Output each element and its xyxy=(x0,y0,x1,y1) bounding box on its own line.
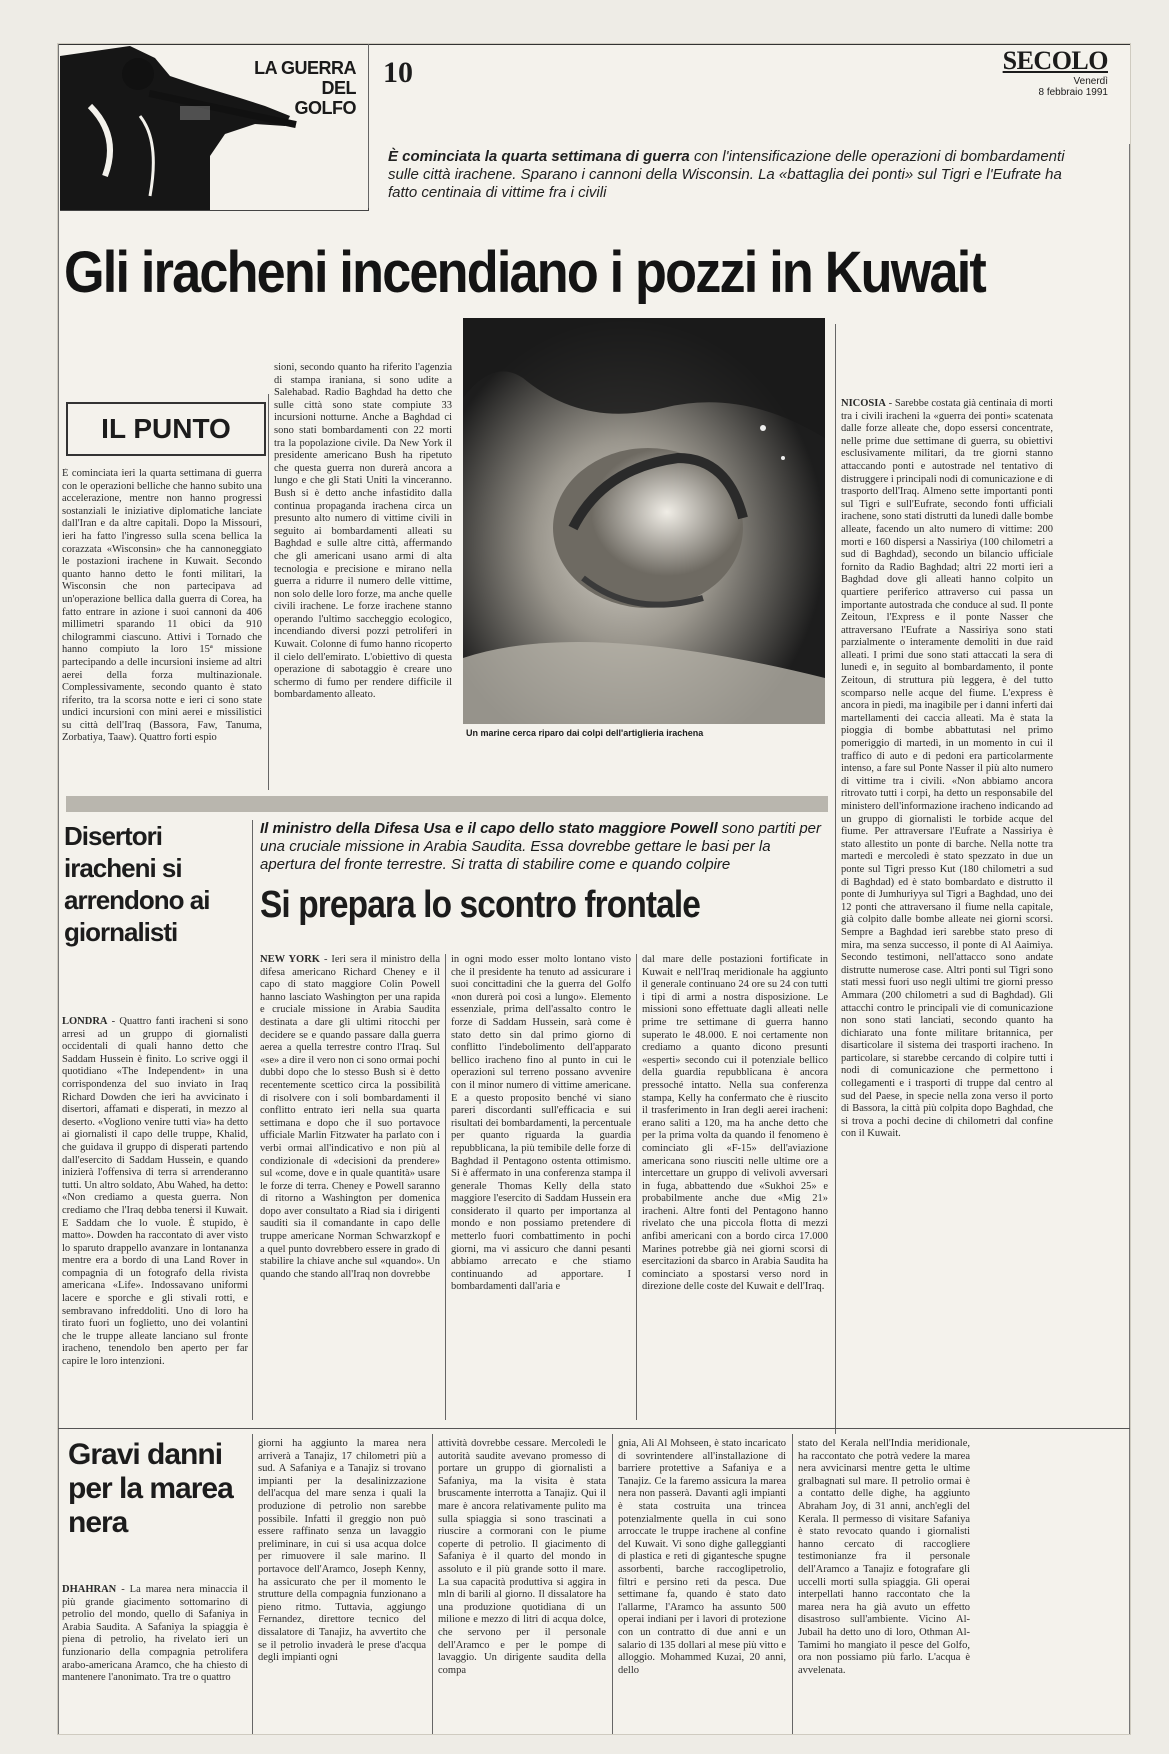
marine-photo-icon xyxy=(463,318,825,724)
gravi-text2: giorni ha aggiunto la marea nera arriverà a Tanajiz, 17 chilometri più a sud. A Safaniya e a Tanajiz si trovano impianti per la desalinizzazione dell'acqua del mare senza i quali la produzione di petrolio non sarebbe possibile. Infatti il greggio non può essere raffinato senza un lavaggio preliminare, in cui si usa acqua dolce per rimuovere il sale marino. Il portavoce dell'Aramco, Joseph Kenny, ha assicurato che per il momento le strutture della compagnia funzionano a pieno ritmo. Tuttavia, aggiungo Fernandez, direttore tecnico del dissalatore di Tanajiz, ha avvertito che se il petrolio invaderà le prese d'acqua degli impianti ogni xyxy=(258,1438,426,1664)
scontro-subtitle-rest: sono partiti per una cruciale missione in Arabia Saudita. Essa dovrebbe gettare le basi per la apertura del fronte terrestre. Si tratta di stabilire come e quando colpire xyxy=(260,820,822,873)
section-logo xyxy=(60,46,369,211)
marine-photo xyxy=(463,318,825,724)
scontro-headline: Si prepara lo scontro frontale xyxy=(260,884,700,926)
col-divider xyxy=(268,394,269,790)
nicosia-article: NICOSIA - Sarebbe costata già centinaia di morti tra i civili iracheni la «guerra dei ponti» scatenata dalle forze alleate che, dopo essersi concentrate, nelle prime due settimane di guerra, su obiettivi esclusivamente militari, da tre giorni stanno attaccando ponti e autostrade nel tentativo di distruggere i principali nodi di comunicazione e di trasporto dell'Iraq. Almeno sette importanti ponti sul Tigri e sull'Eufrate, secondo fonti ufficiali irachene, sono stati distrutti da lunedì dalle bombe alleate, facendo un alto numero di vittime: 200 morti e 160 dispersi a Nassiriya (100 chilometri a sud di Baghdad), secondo un bilancio ufficiale fornito da Radio Baghdad; altri 22 morti ieri a Baghdad dove gli alleati hanno colpito un quartiere periferico attraverso cui passa un importante autostrada che conduce al sud. Il ponte Zeitoun, l'Express e il ponte Nasser che attraversano l'Eufrate a Nassiriya sono stati parzialmente o interamente demoliti in due raid alleati. I primi due sono stati attaccati la sera di lunedì e, in seguito al bombardamento, il ponte Zeitoun, di struttura più leggera, è del tutto scomparso nelle acque del fiume. L'express è ancora in piedi, ma inagibile per i danni inferti dai martellamenti dei caccia alleati. Ma è stata la pioggia di bombe abbattutasi nel primo pomeriggio di martedì, in un momento in cui il traffico di auto e di pedoni era particolarmente intenso, a fare sul Ponte Nasser il più alto numero di vittime tra i civili. «Non abbiamo ancora ritrovato tutti i corpi, ha detto un responsabile del ministero dell'informazione iracheno indicando ad un gruppo di giornalisti le torbide acque del fiume. Per attraversare l'Eufrate a Nassiriya è stato allestito un ponte di barche. Nella notte tra martedì e mercoledì è stato spezzato in due un ponte sul Tigri presso Kut (180 chilometri a sud di Baghdad) ed è stato bombardato e distrutto il ponte di Jumhuriyya sul Tigri a Baghdad, uno dei 12 ponti che attraversano il fiume nella capitale, già colpito dalle bombe alleate nei giorni scorsi. Sempre a Baghdad ieri sarebbe stato preso di mira, ma senza successo, il ponte di Al Aaimiya. Secondo testimoni, nell'attacco sono andate distrutte numerose case. Altri ponti sul Tigri sono stati messi fuori uso negli ultimi tre giorni presso Ammara (200 chilometri a sud di Baghdad). Gli attacchi contro le principali vie di comunicazione non sono stati lanciati, secondo quanto ha dichiarato una fonte militare britannica, per disarticolare il sistema dei trasporti iracheno. In particolare, si starebbe cercando di colpire tutti i nodi di comunicazione che permettono i collegamenti e i trasporti di truppe dal centro al sud del Paese, in specie nella zona verso il porto di Bassora, la città più colpita dopo Baghdad, che si trova a pochi decine di chilometri dal confine con il Kuwait. xyxy=(841,398,1053,1140)
scontro-col2 xyxy=(451,954,631,1420)
scontro-col3 xyxy=(642,954,828,1420)
left-border xyxy=(58,44,59,1734)
scontro-article: NEW YORK - Ieri sera il ministro della difesa americano Richard Cheney e il capo di stato maggiore Colin Powell hanno lasciato Washington per una rapida e cruciale missione in Arabia Saudita destinata a dare gli ultimi ritocchi per decidere se e quando passare dalla guerra aerea a quella terrestre contro l'Iraq. Sul «se» a dire il vero non ci sono ormai pochi dubbi dopo che lo stesso Bush si è detto recentemente scettico circa la possibilità di risolvere con i soli bombardamenti il conflitto entrato ieri nella sua quarta settimana e dopo che il suo portavoce ufficiale Marlin Fitzwater ha parlato con i verbi ormai all'indicativo e non più al condizionale di «decisioni da prendere» sul «come, dove e in quale quantità» usare le forze di terra. Cheney e Powell saranno di ritorno a Washington per domenica dopo aver consultato a Riad sia i dirigenti sauditi sia il comandante in capo delle truppe americane Norman Schwarzkopf e a quel punto dovrebbero essere in grado di stabilire la chiave anche sul «quando». Un quando che stando all'Iraq non dovrebbe xyxy=(260,954,440,1280)
section-label-line2: DEL xyxy=(321,78,356,98)
section-divider xyxy=(58,1428,1130,1429)
col-divider xyxy=(612,1434,613,1734)
il-punto-box xyxy=(66,402,266,456)
gravi-dateline: DHAHRAN xyxy=(62,1584,117,1595)
col-divider xyxy=(432,1434,433,1734)
gravi-article: DHAHRAN - La marea nera minaccia il più grande giacimento sottomarino di petrolio del mondo, quello di Safaniya in Arabia Saudita. A Safaniya la spiaggia è piena di petrolio, ha rivelato ieri un funzionario della compagnia petrolifera arabo-americana Aramco, che ha chiesto di mantenere l'anonimato. Tra tre o quattro xyxy=(62,1584,248,1684)
gravi-headline: Gravi danni per la marea nera xyxy=(68,1438,233,1539)
newspaper-page xyxy=(58,44,1130,1734)
masthead xyxy=(1003,46,1108,98)
gravi-text3: attività dovrebbe cessare. Mercoledì le autorità saudite avevano promesso di portare un gruppo di giornalisti a Safaniya, ma la visita è stata bruscamente interrotta a Tanajiz. Qui il mare è ancora relativamente pulito ma sulla spiaggia si sono trascinati a riuscire a cormorani con le piume coperte di petrolio. Il giacimento di Safaniya è il quarto del mondo in assoluto e il più grande sotto il mare. La sua capacità produttiva si aggira in mln di barili al giorno. Il dissalatore ha una produzione quotidiana di un milione e mezzo di litri di acqua dolce, che servono per il personale dell'Aramco e per le pompe di lavaggio. Un dirigente saudita della compa xyxy=(438,1438,606,1676)
section-label-line1: LA GUERRA xyxy=(254,58,356,78)
col-divider xyxy=(835,324,836,1434)
lead-subtitle-rest: con l'intensificazione delle operazioni di bombardamenti sulle città irachene. Sparano i cannoni della Wisconsin. La «battaglia dei ponti» sul Tigri e l'Eufrate ha fatto centinaia di vittime fra i civili xyxy=(388,148,1065,201)
col-divider xyxy=(252,1434,253,1734)
gravi-col3 xyxy=(438,1438,606,1730)
scontro-col1 xyxy=(260,954,440,1420)
il-punto-col1 xyxy=(62,468,262,790)
right-border xyxy=(1129,144,1130,1734)
section-label-line3: GOLFO xyxy=(294,98,356,118)
lead-subtitle xyxy=(388,148,1078,202)
scontro-subtitle xyxy=(260,820,826,874)
il-punto-text2: sioni, secondo quanto ha riferito l'agenzia di stampa iraniana, si sono udite a Salehabad. Radio Baghdad ha detto che sulle città sono state compiute 33 incursioni notturne. Anche a Baghdad ci sono stati bombardamenti con 22 morti tra la popolazione civile. Da New York il presidente americano Bush ha ripetuto che questa guerra non durerà ancora a lungo e che gli Stati Uniti la vinceranno. Bush si è detto anche infastidito dalla continua propaganda irachena circa un presunto alto numero di vittime civili in seguito ai bombardamenti alleati su Baghdad e sulle altre città, affermando che gli americani usano armi di alta tecnologia e precisione e mirano nella guerra a ridurre il numero delle vittime, non solo delle loro forze, ma anche quelle civili irachene. Le forze irachene stanno operando l'ultimo saccheggio ecologico, incendiando diversi pozzi petroliferi in Kuwait. Colonne di fumo hanno ricoperto il cielo dell'emirato. L'obiettivo di questa operazione di sabotaggio è creare uno schermo di fumo per rendere difficile il bombardamento alleato. xyxy=(274,362,452,701)
col-divider xyxy=(636,954,637,1420)
header-divider xyxy=(368,44,369,208)
il-punto-title: IL PUNTO xyxy=(101,413,231,444)
nicosia-dateline: NICOSIA xyxy=(841,398,886,409)
page-number: 10 xyxy=(383,56,413,89)
disertori-text: Quattro fanti iracheni si sono arresi ad un gruppo di giornalisti occidentali di quali hanno detto che Saddam Hussein è finito. Lo scrive oggi il quotidiano «The Independent» in una corrispondenza del suo inviato in Iraq Richard Dowden che ieri ha avvicinato i disertori, affamati e disperati, in mezzo al deserto. «Vogliono venire tutti via» ha detto ai giornalisti il capo delle truppe, Khalid, che guidava il gruppo di disperati partendo dall'esercito di Saddam Hussein, e quando inizierà l'offensiva di terra si arrenderanno tutti. Un altro soldato, Abu Wahed, ha detto: «Non crediamo a questa guerra. Non crediamo che l'Iraq debba tenersi il Kuwait. E Saddam che lo vuole. È stupido, è matto». Dowden ha raccontato di aver visto lo sparuto drappello avanzare in lontananza mentre era a bordo di una Land Rover in compagnia di un fotografo della rivista americana «Life». Indossavano uniformi lacere e sporche e gli stivali rotti, e sembravano infreddoliti. Uno di loro ha tirato fuori un foglietto, uno dei volantini che le truppe alleate lanciano sul fronte iracheno, tenendolo ben aperto per far capire le loro intenzioni. xyxy=(62,1016,248,1368)
section-divider-band xyxy=(66,796,828,812)
il-punto-text1: È cominciata ieri la quarta settimana di guerra con le operazioni belliche che hanno subito una accelerazione, mentre non hanno progressi sostanziali le iniziative diplomatiche lanciate dall'Iran e da altre capitali. Dopo la Missouri, ieri ha fatto l'ingresso sulla scena bellica la corazzata «Wisconsin» che ha cannoneggiato le postazioni irachene in Kuwait. Secondo quanto hanno detto le fonti militari, la Wisconsin che non partecipava ad un'operazione bellica dalla guerra di Corea, ha fatto entrare in azione i suoi cannoni da 406 millimetri sparando 11 obici da 910 chilogrammi ciascuno. Attivi i Tornado che hanno compiuto la loro 15ª missione partecipando a delle incursioni insieme ad altri aerei della forza multinazionale. Complessivamente, secondo quanto è stato riferito, tra la scorsa notte e ieri ci sono state undici incursioni con mini aerei e missilistici su città dell'Iraq (Bassora, Faw, Tanuma, Zorbatiya, Taaw). Quattro forti espio xyxy=(62,468,262,744)
gravi-col1 xyxy=(62,1584,248,1730)
col-divider xyxy=(792,1434,793,1734)
date-weekday: Venerdì xyxy=(1073,76,1108,87)
scontro-dateline: NEW YORK xyxy=(260,954,320,965)
scontro-text1: Ieri sera il ministro della difesa americano Richard Cheney e il capo di stato maggiore Colin Powell hanno lasciato Washington per una rapida e cruciale missione in Arabia Saudita destinata a dare gli ultimi ritocchi per decidere se e quando passare dalla guerra aerea a quella terrestre contro l'Iraq. Sul «se» a dire il vero non ci sono ormai pochi dubbi dopo che lo stesso Bush si è detto recentemente scettico circa la possibilità di risolvere con i soli bombardamenti il conflitto entrato ieri nella sua quarta settimana e dopo che il suo portavoce ufficiale Marlin Fitzwater ha parlato con i verbi ormai all'indicativo e non più al condizionale di «decisioni da prendere» sul «come, dove e in quale quantità» usare le forze di terra. Cheney e Powell saranno di ritorno a Washington per domenica dopo aver consultato a Riad sia i dirigenti sauditi sia il comandante in capo delle truppe americane Norman Schwarzkopf e a quel punto dovrebbero essere in grado di stabilire la chiave anche sul «quando». Un quando che stando all'Iraq non dovrebbe xyxy=(260,954,440,1280)
date-full: 8 febbraio 1991 xyxy=(1038,87,1108,98)
col-divider xyxy=(252,820,253,1420)
gravi-col5 xyxy=(798,1438,970,1730)
scontro-text3: dal mare delle postazioni fortificate in Kuwait e nell'Iraq meridionale ha aggiunto il generale continuano 24 ore su 24 con tutti i tipi di armi a nostra disposizione. Le missioni sono effettuate dagli alleati nelle prime tre settimane di guerra hanno superato le 48.000. E noi certamente non crediamo a quanto dicono presunti «esperti» secondo cui il potenziale bellico della guardia repubblicana è ancora pressoché intatto. Nella sua conferenza stampa, Kelly ha confermato che è riuscito il trasferimento in Iran degli aerei iracheni: erano saliti a 120, ma ha anche detto che per la prima volta da quando il fenomeno è cominciato gli «F-15» dell'aviazione americana sono riusciti nelle ultime ore a intercettare un gruppo di velivoli avversari in fuga, abbattendo due «Sukhoi 25» e probabilmente anche due «Mig 21» iracheni. Altre fonti del Pentagono hanno rivelato che una piccola flotta di mezzi anfibi americani con a bordo circa 17.000 Marines potrebbe già nei giorni scorsi di esercitazioni da sbarco in Arabia Saudita ha cominciato a spostarsi verso nord in direzione delle coste del Kuwait e dell'Iraq. xyxy=(642,954,828,1293)
photo-caption: Un marine cerca riparo dai colpi dell'artiglieria irachena xyxy=(466,728,704,738)
gravi-col2 xyxy=(258,1438,426,1730)
gravi-col4 xyxy=(618,1438,786,1730)
gravi-text5: stato del Kerala nell'India meridionale, ha raccontato che potrà vedere la marea nera avvicinarsi mentre getta le ultime gralbagnati sul mare. Il petrolio ormai è a contatto delle dighe, ha aggiunto Abraham Joy, di 31 anni, anch'egli del Kerala. Il permesso di visitare Safaniya è stato revocato quando i giornalisti hanno cercato di raccogliere testimonianze fra il personale dell'Aramco a Tanajiz e fotografare gli uccelli morti sulla spiaggia. Gli operai interpellati hanno raccontato che la marea nera ha già avuto un effetto disastroso sull'ambiente. Vicino Al-Jubail ha detto uno di loro, Othman Al-Tamimi ho mangiato il pesce del Golfo, ora non possiamo più farlo. L'acqua è avvelenata. xyxy=(798,1438,970,1676)
disertori-article: LONDRA - Quattro fanti iracheni si sono arresi ad un gruppo di giornalisti occidentali di quali hanno detto che Saddam Hussein è finito. Lo scrive oggi il quotidiano «The Independent» in una corrispondenza del suo inviato in Iraq Richard Dowden che ieri ha avvicinato i disertori, affamati e disperati, in mezzo al deserto. «Vogliono venire tutti via» ha detto ai giornalisti il capo delle truppe, Khalid, che guidava il gruppo di disperati partendo dall'esercito di Saddam Hussein, e quando inizierà l'offensiva di terra si arrenderanno tutti. Un altro soldato, Abu Wahed, ha detto: «Non crediamo a questa guerra. Non crediamo che l'Iraq debba tenersi il Kuwait. E Saddam che lo vuole. È stupido, è matto». Dowden ha raccontato di aver visto lo sparuto drappello avanzare in lontananza mentre era a bordo di una Land Rover in compagnia di un fotografo della rivista americana «Life». Indossavano uniformi lacere e sporche e gli stivali rotti, e sembravano infreddoliti. Uno di loro ha tirato fuori un foglietto, uno dei volantini che le truppe alleate lanciano sul fronte iracheno, tenendolo ben aperto per far capire le loro intenzioni. xyxy=(62,1016,248,1368)
disertori-col xyxy=(62,1016,248,1418)
main-headline: Gli iracheni incendiano i pozzi in Kuwait xyxy=(64,240,986,305)
col-divider xyxy=(445,954,446,1420)
scontro-subtitle-bold: Il ministro della Difesa Usa e il capo dello stato maggiore Powell xyxy=(260,820,718,837)
disertori-dateline: LONDRA xyxy=(62,1016,108,1027)
nicosia-col xyxy=(841,398,1053,1434)
disertori-headline: Disertori iracheni si arrendono ai giornalisti xyxy=(64,821,210,947)
il-punto-col2 xyxy=(274,362,452,790)
lead-subtitle-bold: È cominciata la quarta settimana di guerra xyxy=(388,148,690,165)
top-border xyxy=(58,44,1130,45)
newspaper-name: SECOLO xyxy=(1002,46,1108,75)
gravi-text4: gnia, Ali Al Mohseen, è stato incaricato di sovrintendere all'installazione di barriere protettive a Safaniya e a Tanajiz. Ce la faremo assicura la marea nera non passerà. Davanti agli impianti è stata costruita una trincea potenzialmente quella in cui sono arroccate le truppe irachene al confine del Kuwait. Vi sono dighe galleggianti di plastica e reti di gigantesche spugne assorbenti, barche raccoglipetrolio, filtri e persino reti da pesca. Due settimane fa, quando è stato dato l'allarme, l'Aramco ha assunto 500 operai indiani per i lavori di protezione con un contratto di due anni e un salario di 135 dollari al mese più vitto e alloggio. Mohammed Kuzai, 20 anni, dello xyxy=(618,1438,786,1676)
nicosia-text: Sarebbe costata già centinaia di morti tra i civili iracheni la «guerra dei ponti» scatenata dalle forze alleate che, dopo essersi concentrate, nelle prime due settimane di guerra, su obiettivi esclusivamente militari, da tre giorni stanno attaccando ponti e autostrade nel tentativo di distruggere i principali nodi di comunicazione e di trasporto dell'Iraq. Almeno sette importanti ponti sul Tigri e sull'Eufrate, secondo fonti ufficiali irachene, sono stati distrutti da lunedì dalle bombe alleate, facendo un alto numero di vittime: 200 morti e 160 dispersi a Nassiriya (100 chilometri a sud di Baghdad), secondo un bilancio ufficiale fornito da Radio Baghdad; altri 22 morti ieri a Baghdad dove gli alleati hanno colpito un quartiere periferico attraverso cui passa un importante autostrada che conduce al sud. Il ponte Zeitoun, l'Express e il ponte Nasser che attraversano l'Eufrate a Nassiriya sono stati parzialmente o interamente demoliti in due raid alleati. I primi due sono stati attaccati la sera di lunedì e, in seguito al bombardamento, il ponte Zeitoun, di struttura più leggera, è del tutto scomparso nelle acque del fiume. L'express è ancora in piedi, ma inagibile per i danni inferti dai martellamenti dei caccia alleati. Ma è stata la pioggia di bombe abbattutasi nel primo pomeriggio di martedì, in un momento in cui il traffico di auto e di pedoni era particolarmente intenso, a fare sul Ponte Nasser il più alto numero di vittime tra i civili. «Non abbiamo ancora ritrovato tutti i corpi, ha detto un responsabile del ministero dell'informazione iracheno indicando ad un gruppo di giornalisti le torbide acque del fiume. Per attraversare l'Eufrate a Nassiriya è stato allestito un ponte di barche. Nella notte tra martedì e mercoledì è stato spezzato in due un ponte sul Tigri presso Kut (180 chilometri a sud di Baghdad) ed è stato bombardato e distrutto il ponte di Jumhuriyya sul Tigri a Baghdad, uno dei 12 ponti che attraversano il fiume nella capitale, già colpito dalle bombe alleate nei giorni scorsi. Sempre a Baghdad ieri sarebbe stato preso di mira, ma senza successo, il ponte di Al Aaimiya. Secondo testimoni, nell'attacco sono andate distrutte numerose case. Altri ponti sul Tigri sono stati messi fuori uso negli ultimi tre giorni presso Ammara (200 chilometri a sud di Baghdad). Gli attacchi contro le principali vie di comunicazione non sono stati lanciati, secondo quanto ha dichiarato una fonte militare britannica, per disarticolare il sistema dei trasporti iracheno. In particolare, si starebbe cercando di colpire tutti i nodi di comunicazione che permettono i collegamenti e i trasporti di truppe dal centro al sud del Paese, in specie nella zona verso il porto di Bassora, la città più colpita dopo Baghdad, che si trova a pochi decine di chilometri dal confine con il Kuwait. xyxy=(841,398,1053,1140)
gravi-text1: La marea nera minaccia il più grande giacimento sottomarino di petrolio del mondo, quello di Safaniya in Arabia Saudita. A Safaniya la spiaggia è piena di petrolio, ha rivelato ieri un funzionario della compagnia petrolifera arabo-americana Aramco, che ha chiesto di mantenere l'anonimato. Tra tre o quattro xyxy=(62,1584,248,1684)
scontro-text2: in ogni modo esser molto lontano visto che il presidente ha tenuto ad assicurare i suoi concittadini che la guerra del Golfo «non durerà poi così a lungo». Elemento essenziale, prima dell'assalto contro le forze di Saddam Hussein, sarà come è stato detto sin dal primo giorno di conflitto l'indebolimento dell'apparato bellico iracheno fino al punto in cui le operazioni sul terreno possano avvenire con il minor numero di vittime americane. E a questo proposito benché vi siano pareri discordanti sull'efficacia e sui risultati dei bombardamenti, la percentuale per quanto riguarda la guardia repubblicana, la più temibile delle forze di Baghdad il Pentagono ostenta ottimismo. Si è affermato in una conferenza stampa il generale Thomas Kelly della stato maggiore l'esercito di Saddam Hussein era considerato il quarto per importanza al mondo e non possiamo pretendere di metterlo fuori combattimento in pochi giorni, ma vi assicuro che danni pesanti abbiamo arrecato e che stiamo continuando ad apportare. I bombardamenti dall'aria e xyxy=(451,954,631,1293)
